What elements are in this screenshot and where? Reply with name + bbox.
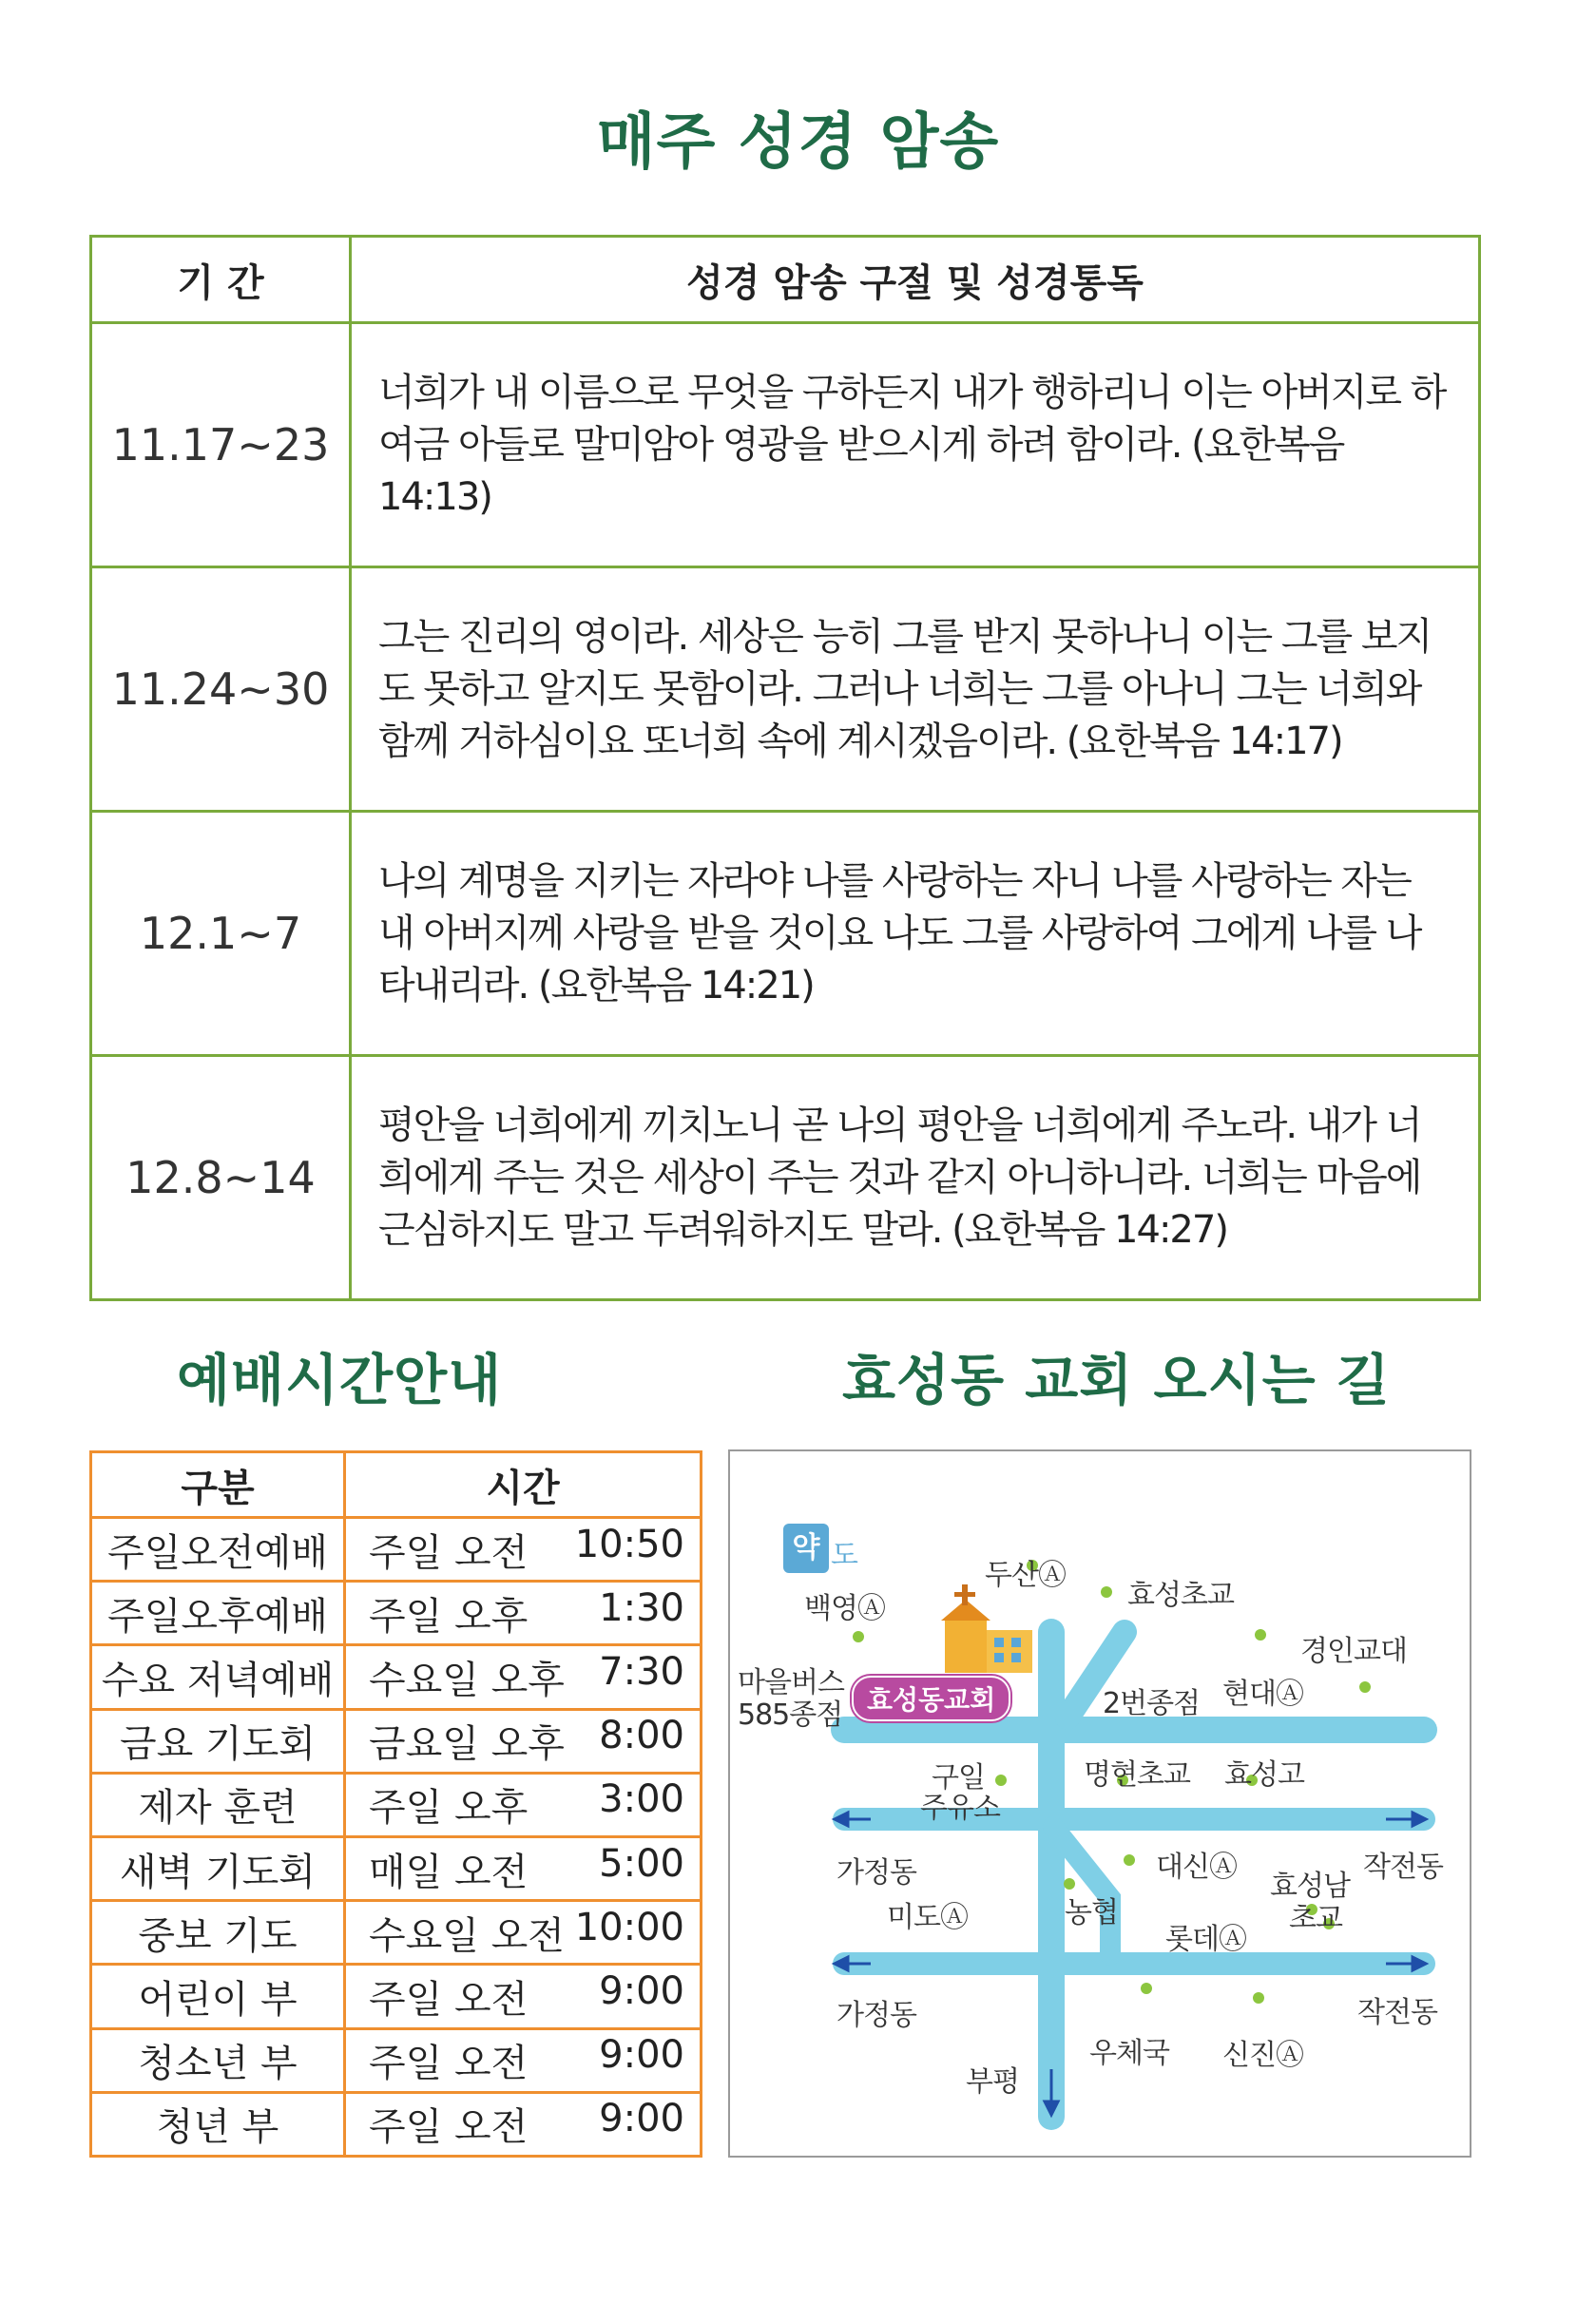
service-day: 주일 오후 xyxy=(369,1786,529,1831)
table-row xyxy=(91,1056,1480,1300)
service-time: 5:00 xyxy=(599,1841,684,1886)
table-row xyxy=(91,1582,702,1645)
period-cell: 11.17~23 xyxy=(91,323,351,567)
label-dusan: 두산Ⓐ xyxy=(985,1559,1066,1592)
table-row xyxy=(91,2028,702,2092)
verse-table xyxy=(89,235,1481,1301)
label-jakjeon-2: 작전동 xyxy=(1357,1996,1437,2029)
church-building xyxy=(941,1584,1032,1673)
service-time: 10:50 xyxy=(574,1522,684,1566)
table-row xyxy=(91,1645,702,1709)
label-gajeong-2: 가정동 xyxy=(836,1999,916,2032)
service-day: 수요일 오후 xyxy=(369,1658,565,1702)
label-gajeong-1: 가정동 xyxy=(836,1856,916,1890)
label-bupyeong: 부평 xyxy=(966,2065,1019,2099)
label-myeonghyeon: 명현초교 xyxy=(1084,1758,1190,1792)
label-gyeongin: 경인교대 xyxy=(1300,1635,1407,1668)
label-sinjin: 신진Ⓐ xyxy=(1222,2039,1303,2072)
verse-cell: 평안을 너희에게 끼치노니 곧 나의 평안을 너희에게 주노라. 내가 너희에게 주는 것은 세상이 주는 것과 같지 아니하니라. 너희는 마음에 근심하지도 말고 두려워하지도 말라. (요한복음 14:27) xyxy=(351,1056,1480,1300)
label-baekyoung: 백영Ⓐ xyxy=(804,1592,885,1625)
service-times-table xyxy=(89,1450,702,2158)
service-name: 새벽 기도회 xyxy=(91,1836,345,1900)
label-jakjeon-1: 작전동 xyxy=(1363,1851,1443,1884)
label-village-bus: 마을버스 xyxy=(738,1666,844,1699)
service-time: 7:30 xyxy=(599,1649,684,1694)
service-day: 주일 오전 xyxy=(369,1530,529,1575)
service-time: 10:00 xyxy=(574,1905,684,1949)
table-row xyxy=(91,812,1480,1056)
services-title: 예배시간안내 xyxy=(177,1348,503,1412)
directions-title: 효성동 교회 오시는 길 xyxy=(842,1348,1391,1412)
service-day: 매일 오전 xyxy=(369,1850,529,1894)
label-gas-station: 주유소 xyxy=(920,1792,1000,1825)
service-name: 주일오전예배 xyxy=(91,1518,345,1582)
table-row xyxy=(91,2092,702,2156)
directions-map xyxy=(728,1449,1471,2158)
subway-label: 도 xyxy=(831,1539,858,1572)
service-time: 1:30 xyxy=(599,1585,684,1630)
table-row xyxy=(91,1965,702,2028)
header-time: 시간 xyxy=(345,1452,702,1518)
table-row xyxy=(91,1709,702,1773)
verse-cell: 나의 계명을 지키는 자라야 나를 사랑하는 자니 나를 사랑하는 자는 내 아버지께 사랑을 받을 것이요 나도 그를 사랑하여 그에게 나를 나타내리라. (요한복음 14:21) xyxy=(351,812,1480,1056)
service-day: 수요일 오전 xyxy=(369,1913,565,1958)
service-time: 9:00 xyxy=(599,2097,684,2141)
service-name: 청년 부 xyxy=(91,2092,345,2156)
header-category: 구분 xyxy=(91,1452,345,1518)
verse-cell: 너희가 내 이름으로 무엇을 구하든지 내가 행하리니 이는 아버지로 하여금 아들로 말미암아 영광을 받으시게 하려 함이라. (요한복음 14:13) xyxy=(351,323,1480,567)
period-cell: 12.1~7 xyxy=(91,812,351,1056)
service-name: 제자 훈련 xyxy=(91,1773,345,1836)
header-period: 기 간 xyxy=(91,237,351,323)
service-time: 9:00 xyxy=(599,1968,684,2013)
label-nonghyup: 농협 xyxy=(1065,1896,1118,1929)
label-daesin: 대신Ⓐ xyxy=(1156,1851,1237,1884)
service-name: 어린이 부 xyxy=(91,1965,345,2028)
label-bus2-stop: 2번종점 xyxy=(1103,1687,1201,1720)
service-name: 중보 기도 xyxy=(91,1901,345,1965)
verse-table-header xyxy=(91,237,1480,323)
table-row xyxy=(91,567,1480,812)
header-verse: 성경 암송 구절 및 성경통독 xyxy=(351,237,1480,323)
label-hyundai: 현대Ⓐ xyxy=(1222,1678,1303,1711)
period-cell: 11.24~30 xyxy=(91,567,351,812)
table-row xyxy=(91,1836,702,1900)
label-hyoseongnam: 효성남 xyxy=(1270,1870,1350,1903)
label-hyoseong-elem: 효성초교 xyxy=(1127,1579,1234,1612)
table-row xyxy=(91,1518,702,1582)
service-day: 주일 오전 xyxy=(369,2105,529,2150)
label-bus-stop: 585종점 xyxy=(738,1698,843,1732)
service-time: 9:00 xyxy=(599,2033,684,2078)
label-post-office: 우체국 xyxy=(1089,2037,1169,2070)
table-row xyxy=(91,323,1480,567)
service-time: 3:00 xyxy=(599,1777,684,1822)
verse-cell: 그는 진리의 영이라. 세상은 능히 그를 받지 못하나니 이는 그를 보지도 못하고 알지도 못함이라. 그러나 너희는 그를 아나니 그는 너희와 함께 거하심이요 또너희 속에 계시겠음이라. (요한복음 14:17) xyxy=(351,567,1480,812)
service-day: 금요일 오후 xyxy=(369,1722,565,1767)
service-name: 금요 기도회 xyxy=(91,1709,345,1773)
service-name: 주일오후예배 xyxy=(91,1582,345,1645)
label-hyoseong-high: 효성고 xyxy=(1224,1758,1304,1792)
service-table-header xyxy=(91,1452,702,1518)
service-time: 8:00 xyxy=(599,1714,684,1758)
label-mido: 미도Ⓐ xyxy=(887,1901,968,1934)
period-cell: 12.8~14 xyxy=(91,1056,351,1300)
church-badge: 효성동교회 xyxy=(852,1676,1010,1721)
subway-icon: 약 xyxy=(783,1524,829,1573)
label-school: 초교 xyxy=(1289,1902,1342,1935)
service-name: 수요 저녁예배 xyxy=(91,1645,345,1709)
service-name: 청소년 부 xyxy=(91,2028,345,2092)
label-lotte: 롯데Ⓐ xyxy=(1165,1923,1246,1956)
page-title: 매주 성경 암송 xyxy=(596,107,1000,178)
label-guil: 구일 xyxy=(932,1761,985,1794)
service-day: 주일 오전 xyxy=(369,2042,529,2086)
service-day: 주일 오전 xyxy=(369,1977,529,2022)
service-day: 주일 오후 xyxy=(369,1594,529,1639)
table-row xyxy=(91,1901,702,1965)
table-row xyxy=(91,1773,702,1836)
